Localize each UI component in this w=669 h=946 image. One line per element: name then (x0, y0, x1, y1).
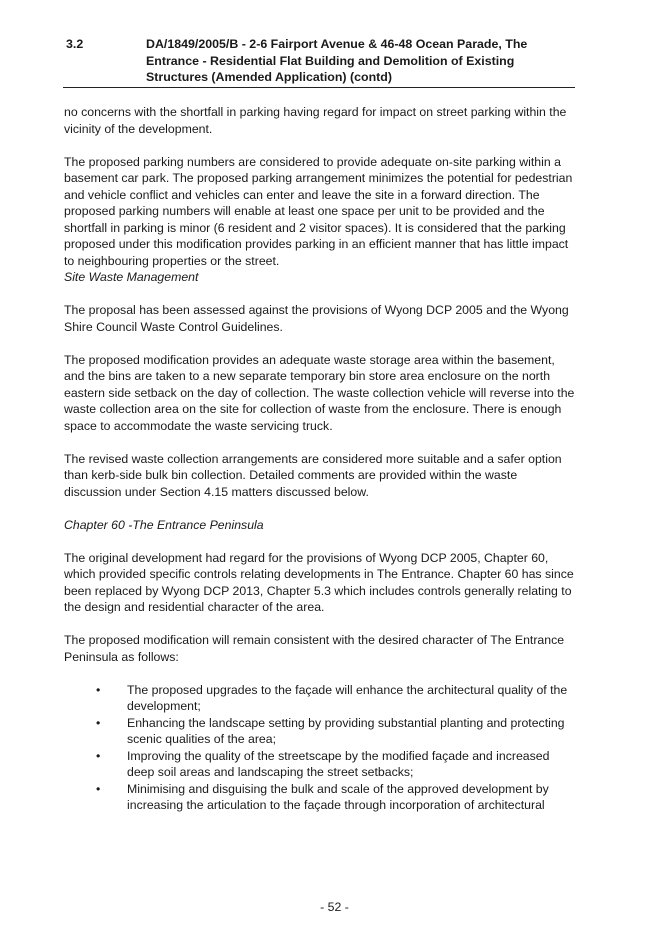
subheading-chapter-60: Chapter 60 -The Entrance Peninsula (64, 517, 264, 532)
section-title: DA/1849/2005/B - 2-6 Fairport Avenue & 46-48 Ocean Parade, The Entrance - Residential Flat Building and Demolition of Existing Structures (Amended Application) (contd) (146, 37, 528, 84)
list-item (64, 748, 576, 781)
character-bullet-list (64, 682, 576, 814)
section-number: 3.2 (66, 37, 84, 51)
paragraph-parking-numbers: The proposed parking numbers are considered to provide adequate on-site parking within a basement car park. The proposed parking arrangement minimizes the potential for pedestrian and vehicle conflict and vehicles can enter and leave the site in a forward direction. The proposed parking numbers will enable at least one space per unit to be provided and the shortfall in parking is minor (6 resident and 2 visitor spaces). It is considered that the parking proposed under this modification provides parking in an efficient manner that has little impact to neighbouring properties or the street. (64, 154, 573, 268)
list-item-text: The proposed upgrades to the façade will enhance the architectural quality of the development; (127, 682, 568, 713)
list-item-text: Improving the quality of the streetscape by the modified façade and increased deep soil areas and landscaping the street setbacks; (127, 748, 550, 779)
paragraph-desired-character: The proposed modification will remain consistent with the desired character of The Entrance Peninsula as follows: (64, 633, 565, 664)
list-item (64, 781, 576, 814)
paragraph-waste-arrangements: The revised waste collection arrangements are considered more suitable and a safer option than kerb-side bulk bin collection. Detailed comments are provided within the waste discussion under Section 4.15 matters discussed below. (64, 451, 562, 499)
paragraph-original-development: The original development had regard for the provisions of Wyong DCP 2005, Chapter 60, which provided specific controls relating developments in The Entrance. Chapter 60 has since been replaced by Wyong DCP 2013, Chapter 5.3 which includes controls generally relating to the design and residential character of the area. (64, 550, 574, 614)
list-item (64, 715, 576, 748)
paragraph-waste-storage: The proposed modification provides an adequate waste storage area within the basement, and the bins are taken to a new separate temporary bin store area enclosure on the north eastern side setback on the day of collection. The waste collection vehicle will reverse into the waste collection area on the site for collection of waste from the enclosure. There is enough space to accommodate the waste servicing truck. (64, 352, 575, 433)
list-item-text: Enhancing the landscape setting by providing substantial planting and protecting scenic qualities of the area; (127, 715, 565, 746)
list-item-text: Minimising and disguising the bulk and scale of the approved development by increasing the articulation to the façade through incorporation of architectural (127, 781, 549, 812)
bullet-icon: • (96, 781, 101, 796)
paragraph-parking-concerns: no concerns with the shortfall in parking having regard for impact on street parking within the vicinity of the development. (64, 105, 567, 136)
list-item (64, 682, 576, 715)
page-number: - 52 - (320, 900, 349, 914)
paragraph-waste-assessment: The proposal has been assessed against the provisions of Wyong DCP 2005 and the Wyong Shire Council Waste Control Guidelines. (64, 303, 569, 334)
document-body (64, 104, 576, 814)
header-divider (63, 87, 575, 88)
section-header (66, 36, 574, 86)
bullet-icon: • (96, 748, 101, 763)
bullet-icon: • (96, 682, 101, 697)
bullet-icon: • (96, 715, 101, 730)
subheading-site-waste-management: Site Waste Management (64, 270, 199, 284)
